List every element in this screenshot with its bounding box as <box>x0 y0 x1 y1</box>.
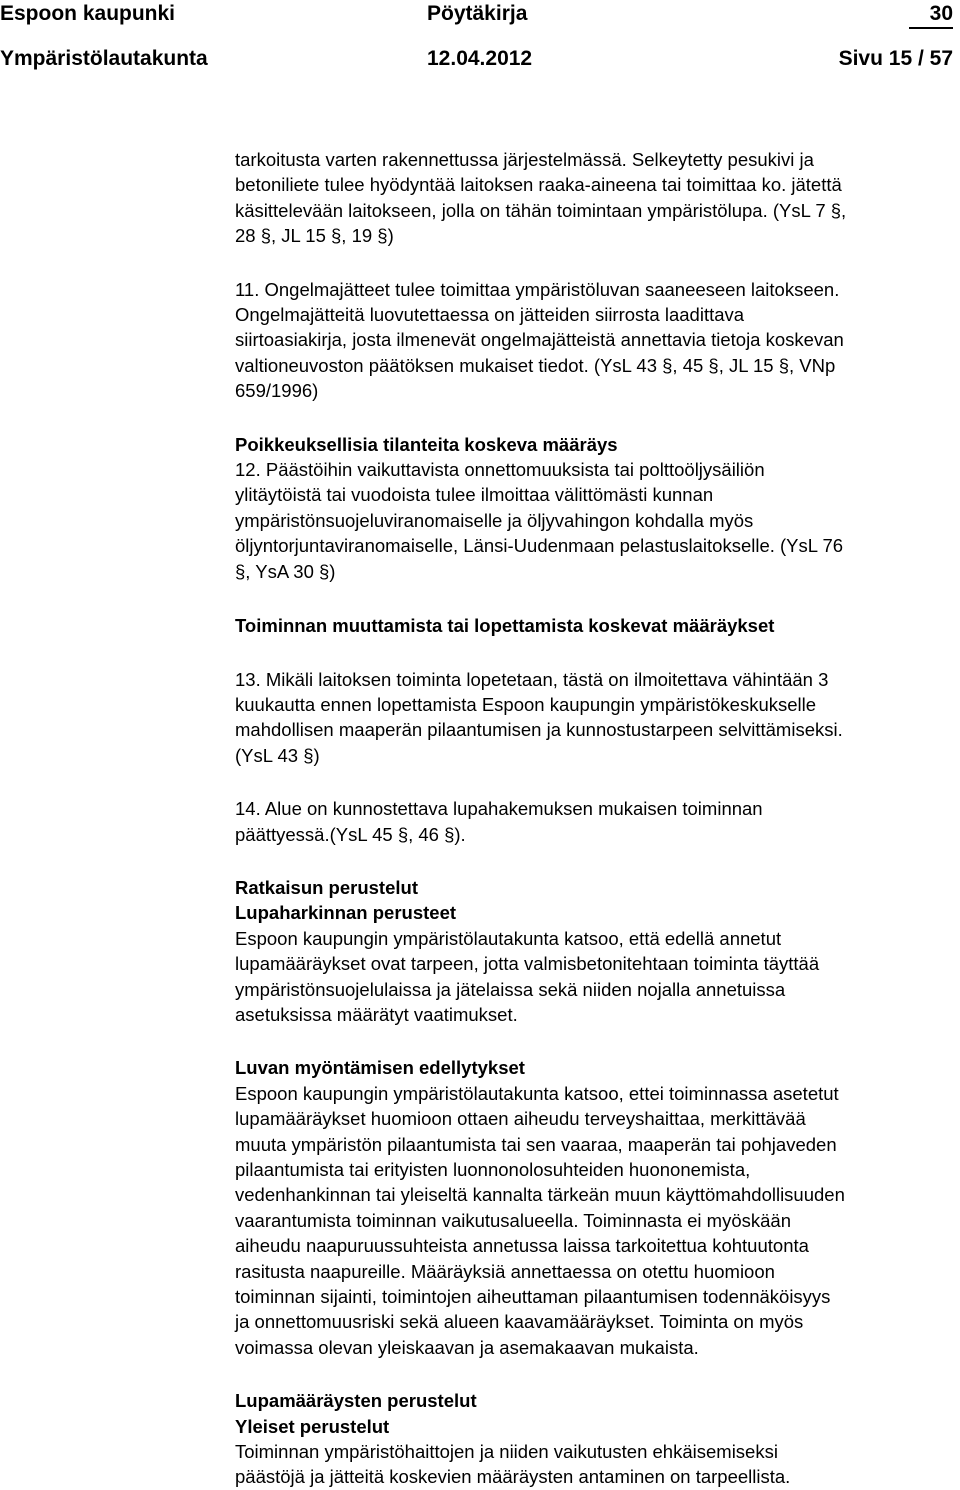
text-line: ympäristönsuojeluviranomaiselle ja öljyvahingon kohdalla myös <box>235 509 754 531</box>
permit-consideration-paragraph <box>235 926 960 1028</box>
exceptional-situations-heading: Poikkeuksellisia tilanteita koskeva määräys <box>235 433 618 455</box>
text-line: 13. Mikäli laitoksen toiminta lopetetaan, tästä on ilmoitettava vähintään 3 <box>235 668 829 690</box>
text-line: vaarantumista toiminnan vaikutusalueella. Toiminnasta ei myöskään <box>235 1209 791 1231</box>
text-line: ylitäytöistä tai vuodoista tulee ilmoittaa välittömästi kunnan <box>235 484 714 506</box>
text-line: lupamääräykset huomioon ottaen aiheudu terveyshaittaa, merkittävää <box>235 1108 806 1130</box>
committee-name: Ympäristölautakunta <box>0 47 208 70</box>
permit-grant-conditions-paragraph <box>235 1081 960 1360</box>
text-line: siirtoasiakirja, josta ilmenevät ongelmajätteistä annettavia tietoja koskevan <box>235 329 844 351</box>
intro-paragraph <box>235 147 960 249</box>
text-line: pilaantumista tai erityisten luonnonolosuhteiden huononemista, <box>235 1159 751 1180</box>
text-line: asetuksissa määrätyt vaatimukset. <box>235 1003 518 1025</box>
text-line: mahdollisen maaperän pilaantumisen ja kunnostustarpeen selvittämiseksi. <box>235 719 843 741</box>
text-line: Espoon kaupungin ympäristölautakunta katsoo, että edellä annetut <box>235 927 782 949</box>
text-line: muuta ympäristön pilaantumista tai sen vaaraa, maaperän tai pohjaveden <box>235 1133 837 1155</box>
regulation-item-13 <box>235 667 960 769</box>
decision-rationale-heading: Ratkaisun perustelut <box>235 876 418 898</box>
meeting-date: 12.04.2012 <box>427 47 533 70</box>
regulation-item-11 <box>235 277 960 404</box>
general-rationale-heading: Yleiset perustelut <box>235 1415 390 1437</box>
paragraph-number: 30 <box>929 2 953 25</box>
text-line: betoniliete tulee hyödyntää laitoksen raaka-aineena tai toimittaa ko. jätettä <box>235 174 842 196</box>
paragraph-number-underline <box>909 27 953 29</box>
text-line: §, YsA 30 §) <box>235 560 336 582</box>
changes-heading: Toiminnan muuttamista tai lopettamista koskevat määräykset <box>235 615 775 637</box>
text-line: aiheudu naapuruussuhteista annetussa laissa tarkoitettua kohtuutonta <box>235 1235 809 1257</box>
regulation-item-14 <box>235 796 960 847</box>
text-line: kuukautta ennen lopettamista Espoon kaupungin ympäristökeskukselle <box>235 693 817 715</box>
organization-name: Espoon kaupunki <box>0 2 176 25</box>
text-line: tarkoitusta varten rakennettussa järjestelmässä. Selkeytetty pesukivi ja <box>235 149 814 170</box>
text-line: valtioneuvoston päätöksen mukaiset tiedot. (YsL 43 §, 45 §, JL 15 §, VNp <box>235 354 836 376</box>
text-line: voimassa olevan yleiskaavan ja asemakaavan mukaista. <box>235 1336 699 1358</box>
document-body <box>235 147 960 1490</box>
text-line: (YsL 43 §) <box>235 744 320 766</box>
text-line: 659/1996) <box>235 380 319 402</box>
permit-regulations-rationale-heading: Lupamääräysten perustelut <box>235 1390 477 1412</box>
text-line: ympäristönsuojelulaissa ja jätelaissa sekä niiden nojalla annetuissa <box>235 978 786 1000</box>
text-line: käsittelevään laitokseen, jolla on tähän toimintaan ympäristölupa. (YsL 7 §, <box>235 199 847 221</box>
regulation-item-12 <box>235 457 960 584</box>
text-line: päästöjä ja jätteitä koskevien määräysten antaminen on tarpeellista. <box>235 1466 791 1488</box>
text-line: 12. Päästöihin vaikuttavista onnettomuuksista tai polttoöljysäiliön <box>235 459 765 481</box>
general-rationale-paragraph <box>235 1439 960 1490</box>
text-line: 14. Alue on kunnostettava lupahakemuksen mukaisen toiminnan <box>235 798 763 820</box>
text-line: Toiminnan ympäristöhaittojen ja niiden vaikutusten ehkäisemiseksi <box>235 1441 778 1463</box>
page-number: Sivu 15 / 57 <box>838 47 953 70</box>
text-line: lupamääräykset ovat tarpeen, jotta valmisbetonitehtaan toiminta täyttää <box>235 953 820 975</box>
text-line: 28 §, JL 15 §, 19 §) <box>235 225 394 247</box>
permit-consideration-heading: Lupaharkinnan perusteet <box>235 902 457 924</box>
text-line: toiminnan sijainti, toimintojen aiheuttaman pilaantumisen todennäköisyys <box>235 1286 831 1308</box>
text-line: 11. Ongelmajätteet tulee toimittaa ympäristöluvan saaneeseen laitokseen. <box>235 278 840 300</box>
text-line: öljyntorjuntaviranomaiselle, Länsi-Uudenmaan pelastuslaitokselle. (YsL 76 <box>235 535 844 557</box>
text-line: vedenhankinnan tai yleiseltä kannalta tärkeän muun käyttömahdollisuuden <box>235 1184 845 1206</box>
document-type: Pöytäkirja <box>427 2 528 25</box>
text-line: Espoon kaupungin ympäristölautakunta katsoo, ettei toiminnassa asetetut <box>235 1082 839 1104</box>
text-line: päättyessä.(YsL 45 §, 46 §). <box>235 823 466 845</box>
text-line: rasitusta naapureille. Määräyksiä annettaessa on otettu huomioon <box>235 1260 775 1282</box>
permit-grant-conditions-heading: Luvan myöntämisen edellytykset <box>235 1057 525 1079</box>
text-line: ja onnettomuusriski sekä alueen kaavamääräykset. Toiminta on myös <box>235 1311 804 1333</box>
text-line: Ongelmajätteitä luovutettaessa on jätteiden siirrosta laadittava <box>235 304 745 326</box>
